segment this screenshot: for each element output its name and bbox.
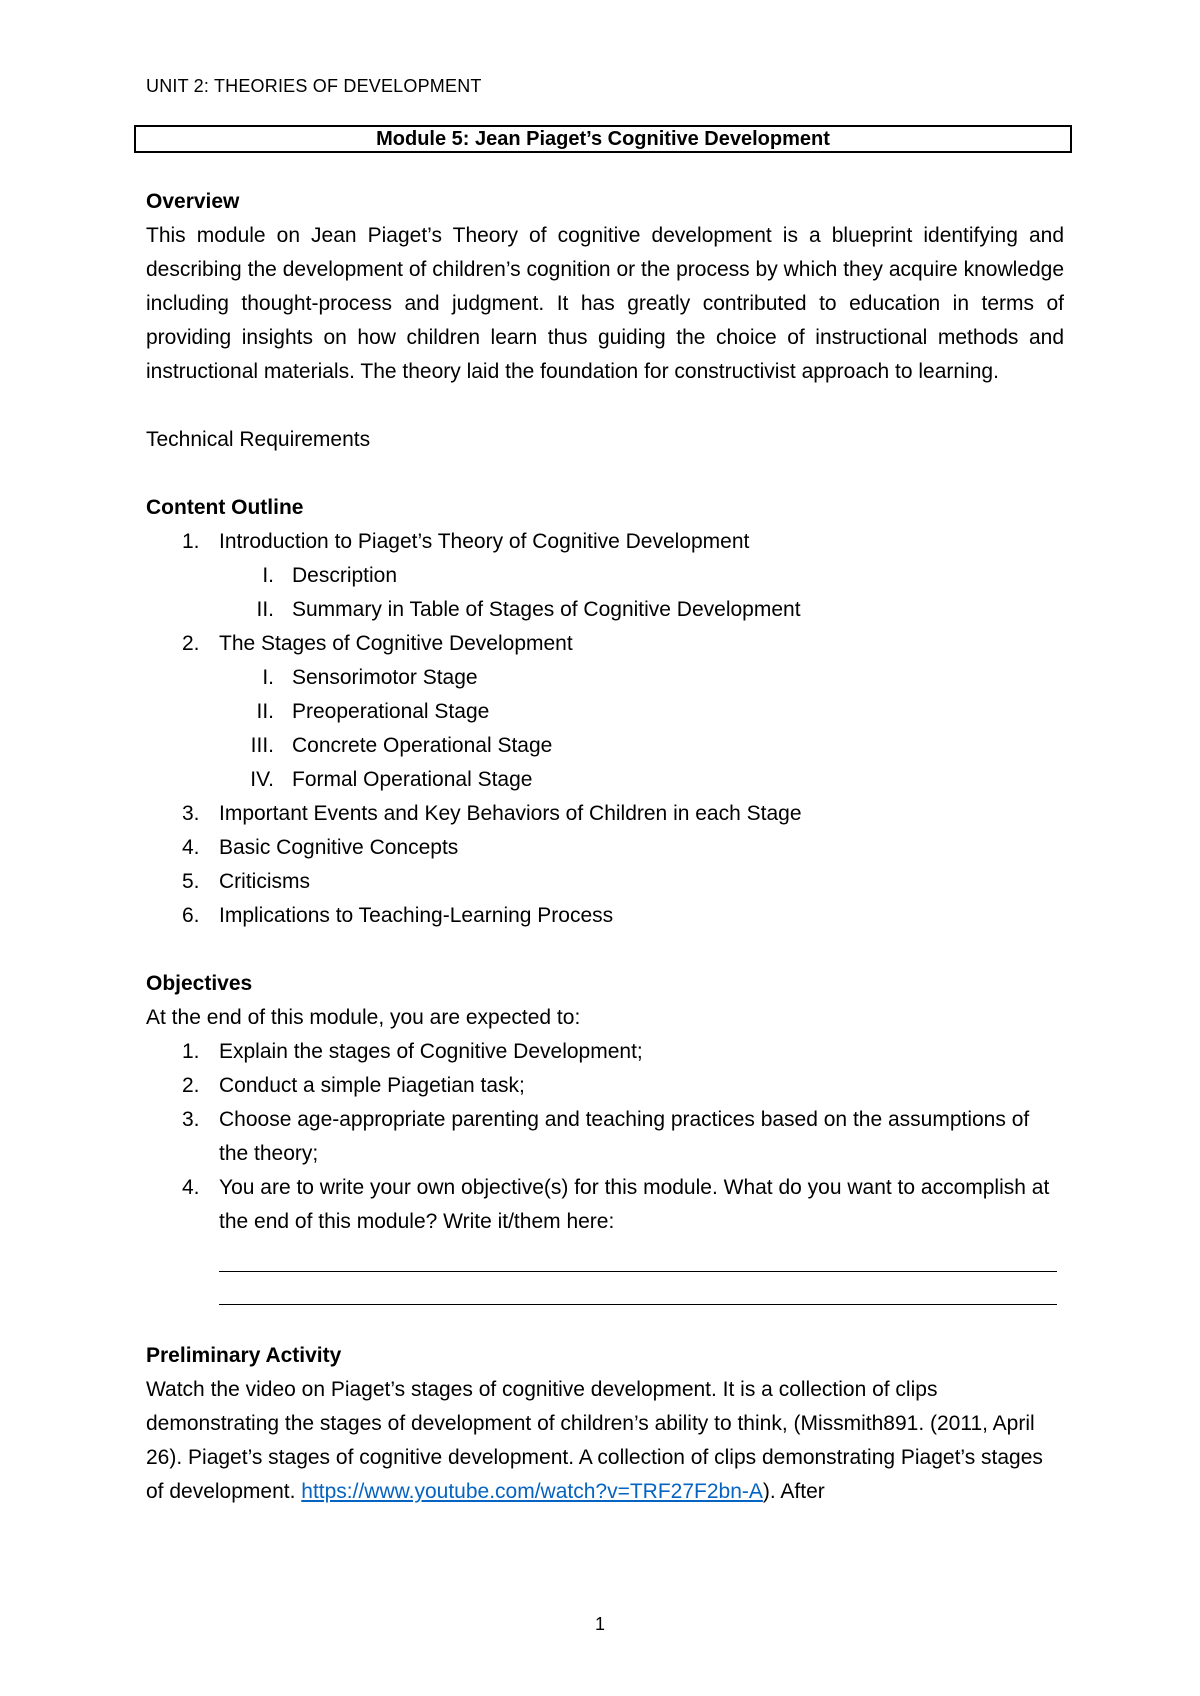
objective-item: 4. You are to write your own objective(s) for this module. What do you want to accomplish at the end of this module? Write it/them here: bbox=[182, 1176, 1050, 1233]
outline-subitem: III. Concrete Operational Stage bbox=[250, 734, 553, 757]
outline-item: 6. Implications to Teaching-Learning Process bbox=[182, 904, 614, 927]
outline-item: 2. The Stages of Cognitive Development bbox=[182, 632, 573, 655]
outline-item: 3. Important Events and Key Behaviors of Children in each Stage bbox=[182, 802, 802, 825]
outline-item: 1. Introduction to Piaget’s Theory of Cognitive Development bbox=[182, 530, 750, 553]
content-outline-heading: Content Outline bbox=[146, 496, 304, 519]
preliminary-heading: Preliminary Activity bbox=[146, 1344, 342, 1367]
objectives-list bbox=[146, 1035, 1064, 1305]
outline-subitem: IV. Formal Operational Stage bbox=[250, 768, 533, 791]
overview-text: This module on Jean Piaget’s Theory of cognitive development is a blueprint identifying and describing the development of children’s cognition or the process by which they acquire knowledge including thought-process and judgment. It has greatly contributed to education in terms of providing insights on how children learn thus guiding the choice of instructional methods and instructional materials. The theory laid the foundation for constructivist approach to learning. bbox=[146, 224, 1064, 383]
document-body bbox=[146, 185, 1064, 1509]
module-title: Module 5: Jean Piaget’s Cognitive Development bbox=[134, 125, 1072, 153]
unit-header: UNIT 2: THEORIES OF DEVELOPMENT bbox=[146, 76, 482, 96]
technical-requirements-heading: Technical Requirements bbox=[146, 428, 371, 451]
answer-line[interactable] bbox=[219, 1239, 1057, 1272]
page-number: 1 bbox=[594, 1614, 605, 1634]
outline-subitem: I. Sensorimotor Stage bbox=[262, 666, 478, 689]
preliminary-text: Watch the video on Piaget’s stages of cognitive development. It is a collection of clips demonstrating the stages of development of children’s ability to think, (Missmith891. (2011, April 26). Piaget’s stages of cognitive development. A collection of clips demonstrating Piaget’s stages of development. https://www.youtube.com/watch?v=TRF27F2bn-A). After bbox=[146, 1378, 1043, 1503]
overview-heading: Overview bbox=[146, 190, 240, 213]
outline-subitem: II. Summary in Table of Stages of Cognitive Development bbox=[256, 598, 801, 621]
outline-subitem: II. Preoperational Stage bbox=[256, 700, 490, 723]
objectives-intro: At the end of this module, you are expected to: bbox=[146, 1006, 581, 1029]
outline-item: 5. Criticisms bbox=[182, 870, 310, 893]
answer-line[interactable] bbox=[219, 1272, 1057, 1305]
objectives-heading: Objectives bbox=[146, 972, 253, 995]
objective-item: 1. Explain the stages of Cognitive Development; bbox=[182, 1040, 643, 1063]
objective-item: 3. Choose age-appropriate parenting and teaching practices based on the assumptions of the theory; bbox=[182, 1108, 1030, 1165]
content-outline-list bbox=[146, 525, 1064, 933]
objective-item: 2. Conduct a simple Piagetian task; bbox=[182, 1074, 525, 1097]
outline-subitem: I. Description bbox=[262, 564, 398, 587]
youtube-link[interactable]: https://www.youtube.com/watch?v=TRF27F2bn-A bbox=[301, 1480, 763, 1503]
outline-item: 4. Basic Cognitive Concepts bbox=[182, 836, 459, 859]
